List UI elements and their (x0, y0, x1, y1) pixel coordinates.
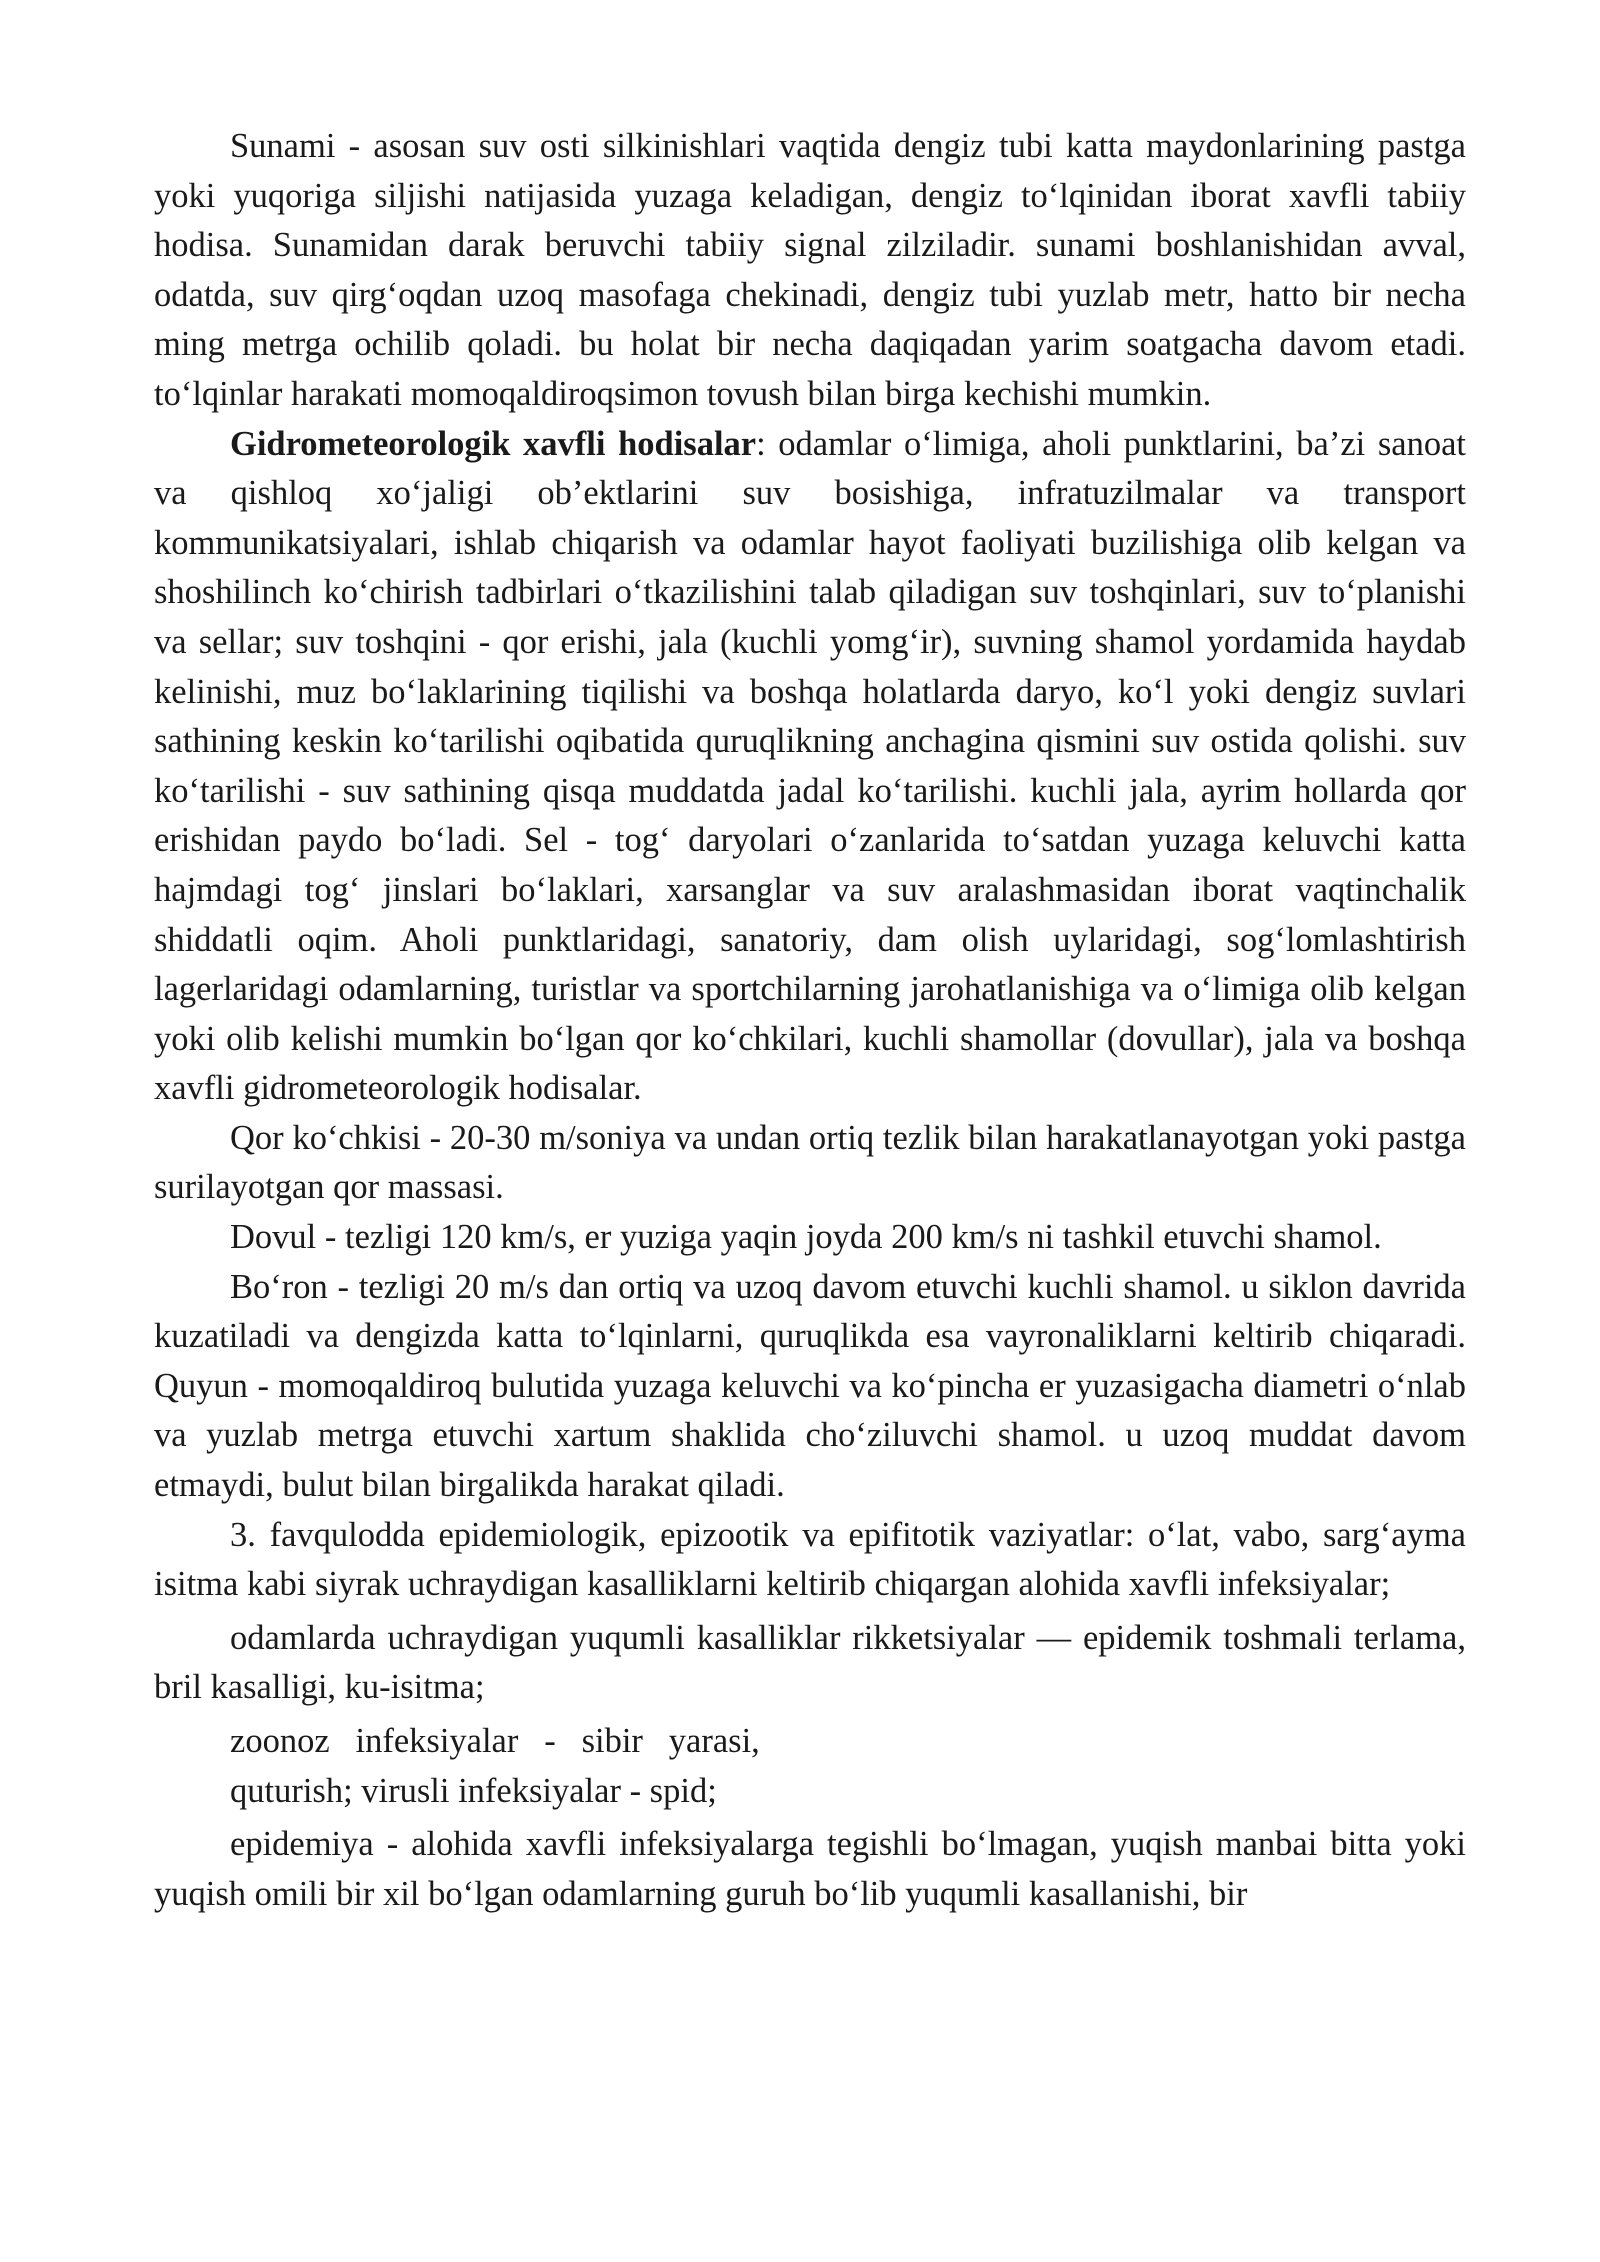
paragraph-storm: Bo‘ron - tezligi 20 m/s dan ortiq va uzoq davom etuvchi kuchli shamol. u siklon davrida kuzatiladi va dengizda katta to‘lqinlarni, quruqlikda esa vayronaliklarni keltirib chiqaradi. Quyun - momoqaldiroq bulutida yuzaga keluvchi va ko‘pincha er yuzasigacha diametri o‘nlab va yuzlab metrga etuvchi xartum shaklida cho‘ziluvchi shamol. u uzoq muddat davom etmaydi, bulut bilan birgalikda harakat qiladi. (154, 1267, 1466, 1505)
paragraph-rickettsial: odamlarda uchraydigan yuqumli kasalliklar rikketsiyalar — epidemik toshmali terlama, bril kasalligi, ku-isitma; (154, 1618, 1466, 1707)
term-hydrometeorological-hazards: Gidrometeorologik xavfli hodisalar (230, 424, 757, 463)
paragraph-avalanche: Qor ko‘chkisi - 20-30 m/soniya va undan ortiq tezlik bilan harakatlanayotgan yoki pastga surilayotgan qor massasi. (154, 1118, 1466, 1207)
paragraph-sunami: Sunami - asosan suv osti silkinishlari vaqtida dengiz tubi katta maydonlarining pastga yoki yuqoriga siljishi natijasida yuzaga keladigan, dengiz to‘lqinidan iborat xavfli tabiiy hodisa. Sunamidan darak beruvchi tabiiy signal zilziladir. sunami boshlanishidan avval, odatda, suv qirg‘oqdan uzoq masofaga chekinadi, dengiz tubi yuzlab metr, hatto bir necha ming metrga ochilib qoladi. bu holat bir necha daqiqadan yarim soatgacha davom etadi. to‘lqinlar harakati momoqaldiroqsimon tovush bilan birga kechishi mumkin. (154, 127, 1466, 413)
paragraph-zoonoses: zoonoz infeksiyalar - sibir yarasi, (230, 1722, 760, 1760)
document-page (154, 122, 1466, 1919)
paragraph-epidemic: epidemiya - alohida xavfli infeksiyalarga tegishli bo‘lmagan, yuqish manbai bitta yoki yuqish omili bir xil bo‘lgan odamlarning guruh bo‘lib yuqumli kasallanishi, bir (154, 1825, 1466, 1913)
paragraph-epidemiological: 3. favqulodda epidemiologik, epizootik va epifitotik vaziyatlar: o‘lat, vabo, sarg‘ayma isitma kabi siyrak uchraydigan kasalliklarni keltirib chiqargan alohida xavfli infeksiyalar; (154, 1515, 1466, 1604)
paragraph-hydrometeorological (154, 420, 1466, 1114)
paragraph-hurricane: Dovul - tezligi 120 km/s, er yuziga yaqin joyda 200 km/s ni tashkil etuvchi shamol. (230, 1218, 1382, 1257)
paragraph-viral: quturish; virusli infeksiyalar - spid; (230, 1771, 717, 1810)
paragraph-hydrometeorological-text: : odamlar o‘limiga, aholi punktlarini, ba’zi sanoat va qishloq xo‘jaligi ob’ektlarini suv bosishiga, infratuzilmalar va transport kommunikatsiyalari, ishlab chiqarish va odamlar hayot faoliyati buzilishiga olib kelgan va shoshilinch ko‘chirish tadbirlari o‘tkazilishini talab qiladigan suv toshqinlari, suv to‘planishi va sellar; suv toshqini - qor erishi, jala (kuchli yomg‘ir), suvning shamol yordamida haydab kelinishi, muz bo‘laklarining tiqilishi va boshqa holatlarda daryo, ko‘l yoki dengiz suvlari sathining keskin ko‘tarilishi oqibatida quruqlikning anchagina qismini suv ostida qolishi. suv ko‘tarilishi - suv sathining qisqa muddatda jadal ko‘tarilishi. kuchli jala, ayrim hollarda qor erishidan paydo bo‘ladi. Sel - tog‘ daryolari o‘zanlarida to‘satdan yuzaga keluvchi katta hajmdagi tog‘ jinslari bo‘laklari, xarsanglar va suv aralashmasidan iborat vaqtinchalik shiddatli oqim. Aholi punktlaridagi, sanatoriy, dam olish uylaridagi, sog‘lomlashtirish lagerlaridagi odamlarning, turistlar va sportchilarning jarohatlanishiga va o‘limiga olib kelgan yoki olib kelishi mumkin bo‘lgan qor ko‘chkilari, kuchli shamollar (dovullar), jala va boshqa xavfli gidrometeorologik hodisalar. (154, 424, 1466, 1108)
